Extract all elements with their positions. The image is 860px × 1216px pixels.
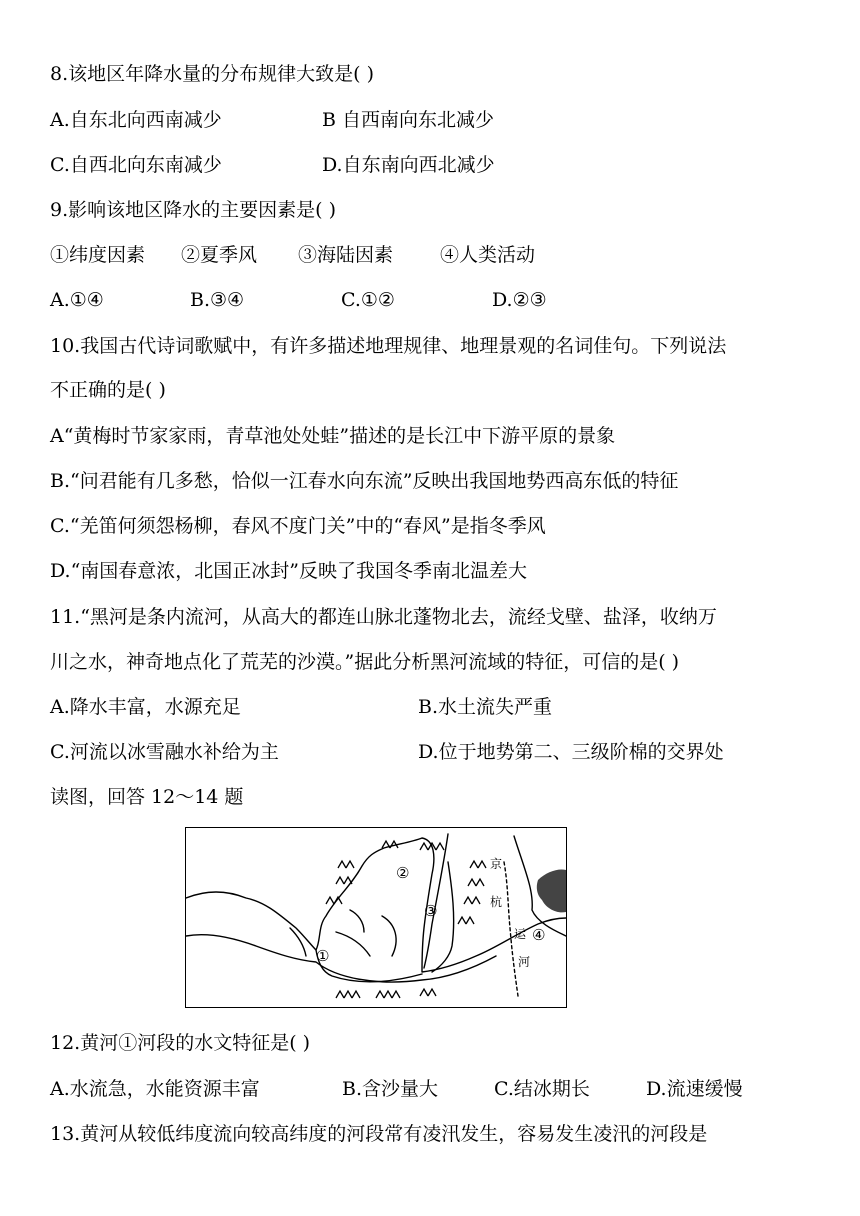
q8-option-c: C.自西北向东南减少	[50, 154, 222, 176]
q10-stem-line2: 不正确的是( )	[50, 379, 166, 401]
marker-1: ①	[316, 947, 330, 965]
q12-option-c: C.结冰期长	[494, 1078, 590, 1100]
q12-option-b: B.含沙量大	[342, 1078, 439, 1100]
q8-option-d: D.自东南向西北减少	[322, 154, 495, 176]
q9-option-c: C.①②	[341, 289, 395, 311]
q9-option-d: D.②③	[492, 289, 547, 311]
marker-4: ④	[532, 926, 546, 944]
q10-option-c: C.“羌笛何须怨杨柳，春风不度门关”中的“春风”是指冬季风	[50, 515, 546, 537]
q11-stem-line2: 川之水，神奇地点化了荒芜的沙漠。”据此分析黑河流域的特征，可信的是( )	[50, 651, 680, 673]
q10-option-a: A“黄梅时节家家雨，青草池处处蛙”描述的是长江中下游平原的景象	[50, 425, 616, 447]
q9-factor-1: ①纬度因素	[50, 244, 146, 266]
q9-stem: 9.影响该地区降水的主要因素是( )	[50, 199, 336, 221]
q11-option-d: D.位于地势第二、三级阶棉的交界处	[418, 741, 724, 763]
q12-stem: 12.黄河①河段的水文特征是( )	[50, 1032, 311, 1054]
q12-option-d: D.流速缓慢	[646, 1078, 743, 1100]
q8-stem: 8.该地区年降水量的分布规律大致是( )	[50, 63, 374, 85]
canal-char-4: 河	[518, 955, 531, 969]
q11-option-b: B.水土流失严重	[418, 696, 553, 718]
q10-option-d: D.“南国春意浓，北国正冰封”反映了我国冬季南北温差大	[50, 560, 528, 582]
q8-option-a: A.自东北向西南减少	[50, 109, 222, 131]
bohai-sea	[537, 869, 566, 912]
map-drawing	[186, 828, 566, 1006]
q9-factor-4: ④人类活动	[440, 244, 536, 266]
q8-option-b: B 自西南向东北减少	[322, 109, 495, 131]
q10-stem-line1: 10.我国古代诗词歌赋中，有许多描述地理规律、地理景观的名词佳句。下列说法	[50, 335, 727, 357]
q9-option-a: A.①④	[50, 289, 104, 311]
yellow-river-map	[185, 827, 567, 1008]
q13-stem: 13.黄河从较低纬度流向较高纬度的河段常有凌汛发生，容易发生凌汛的河段是	[50, 1123, 708, 1145]
marker-3: ③	[424, 902, 438, 920]
canal-char-3: 运	[514, 927, 527, 941]
q11-option-c: C.河流以冰雪融水补给为主	[50, 741, 279, 763]
canal-char-1: 京	[490, 857, 503, 871]
q10-option-b: B.“问君能有几多愁，恰似一江春水向东流”反映出我国地势西高东低的特征	[50, 470, 679, 492]
map-intro: 读图，回答 12～14 题	[50, 786, 244, 808]
q9-factor-3: ③海陆因素	[298, 244, 394, 266]
marker-2: ②	[396, 864, 410, 882]
q9-option-b: B.③④	[190, 289, 245, 311]
q11-option-a: A.降水丰富，水源充足	[50, 696, 241, 718]
canal-char-2: 杭	[490, 895, 503, 909]
q9-factor-2: ②夏季风	[181, 244, 258, 266]
q12-option-a: A.水流急，水能资源丰富	[50, 1078, 260, 1100]
q11-stem-line1: 11.“黑河是条内流河，从高大的都连山脉北蓬物北去，流经戈壁、盐泽，收纳万	[50, 606, 717, 628]
